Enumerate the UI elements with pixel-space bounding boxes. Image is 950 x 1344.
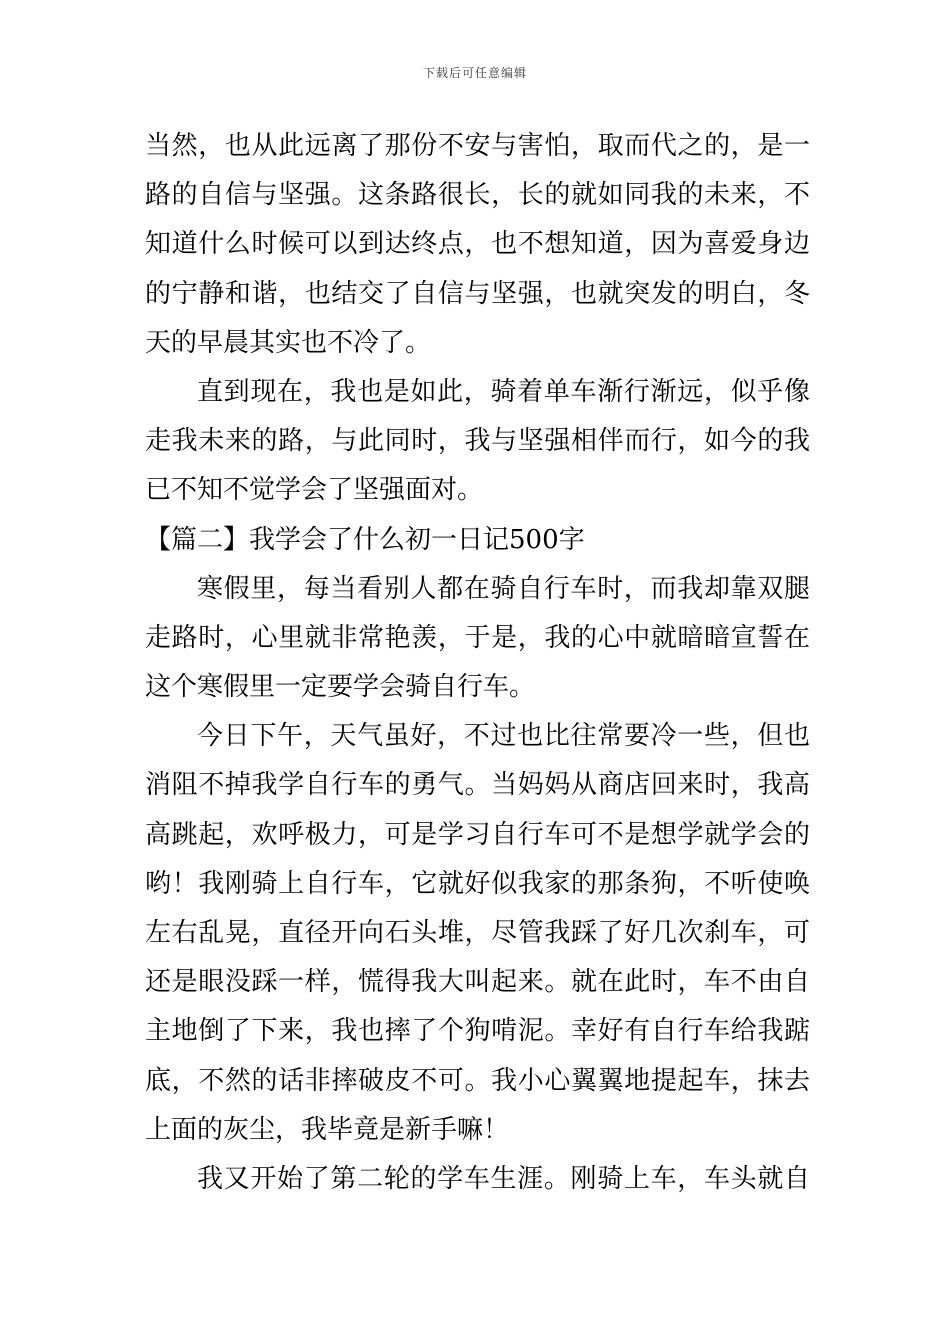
text-line: 知道什么时候可以到达终点，也不想知道，因为喜爱身边: [145, 229, 810, 260]
text-line: 今日下午，天气虽好，不过也比往常要冷一些，但也: [197, 721, 810, 752]
text-line: 直到现在，我也是如此，骑着单车渐行渐远，似乎像: [197, 376, 810, 407]
text-line: 还是眼没踩一样，慌得我大叫起来。就在此时，车不由自: [145, 967, 810, 998]
page-header: 下载后可任意编辑: [422, 66, 527, 80]
text-line: 底，不然的话非摔破皮不可。我小心翼翼地提起车，抹去: [145, 1065, 810, 1096]
text-line: 主地倒了下来，我也摔了个狗啃泥。幸好有自行车给我踮: [145, 1016, 810, 1047]
text-line: 左右乱晃，直径开向石头堆，尽管我踩了好几次刹车，可: [145, 918, 810, 948]
text-line: 高跳起，欢呼极力，可是学习自行车可不是想学就学会的: [145, 819, 810, 850]
section-heading: 【篇二】我学会了什么初一日记500字: [145, 524, 585, 555]
text-line: 上面的灰尘，我毕竟是新手嘛！: [145, 1114, 510, 1145]
text-line: 已不知不觉学会了坚强面对。: [145, 475, 484, 506]
text-line: 的宁静和谐，也结交了自信与坚强，也就突发的明白，冬: [145, 278, 810, 309]
text-line: 走路时，心里就非常艳羡，于是，我的心中就暗暗宣誓在: [145, 622, 810, 653]
text-line: 路的自信与坚强。这条路很长，长的就如同我的未来，不: [145, 180, 810, 211]
text-line: 寒假里，每当看别人都在骑自行车时，而我却靠双腿: [197, 573, 810, 604]
text-line: 天的早晨其实也不冷了。: [145, 327, 432, 358]
document-body: [145, 122, 810, 1204]
text-line: 当然，也从此远离了那份不安与害怕，取而代之的，是一: [145, 131, 810, 161]
text-line: 哟！我刚骑上自行车，它就好似我家的那条狗，不听使唤: [145, 868, 810, 899]
text-line: 我又开始了第二轮的学车生涯。刚骑上车，车头就自: [197, 1163, 810, 1194]
text-line: 走我未来的路，与此同时，我与坚强相伴而行，如今的我: [145, 426, 810, 457]
text-line: 消阻不掉我学自行车的勇气。当妈妈从商店回来时，我高: [145, 770, 810, 801]
text-line: 这个寒假里一定要学会骑自行车。: [145, 672, 536, 703]
